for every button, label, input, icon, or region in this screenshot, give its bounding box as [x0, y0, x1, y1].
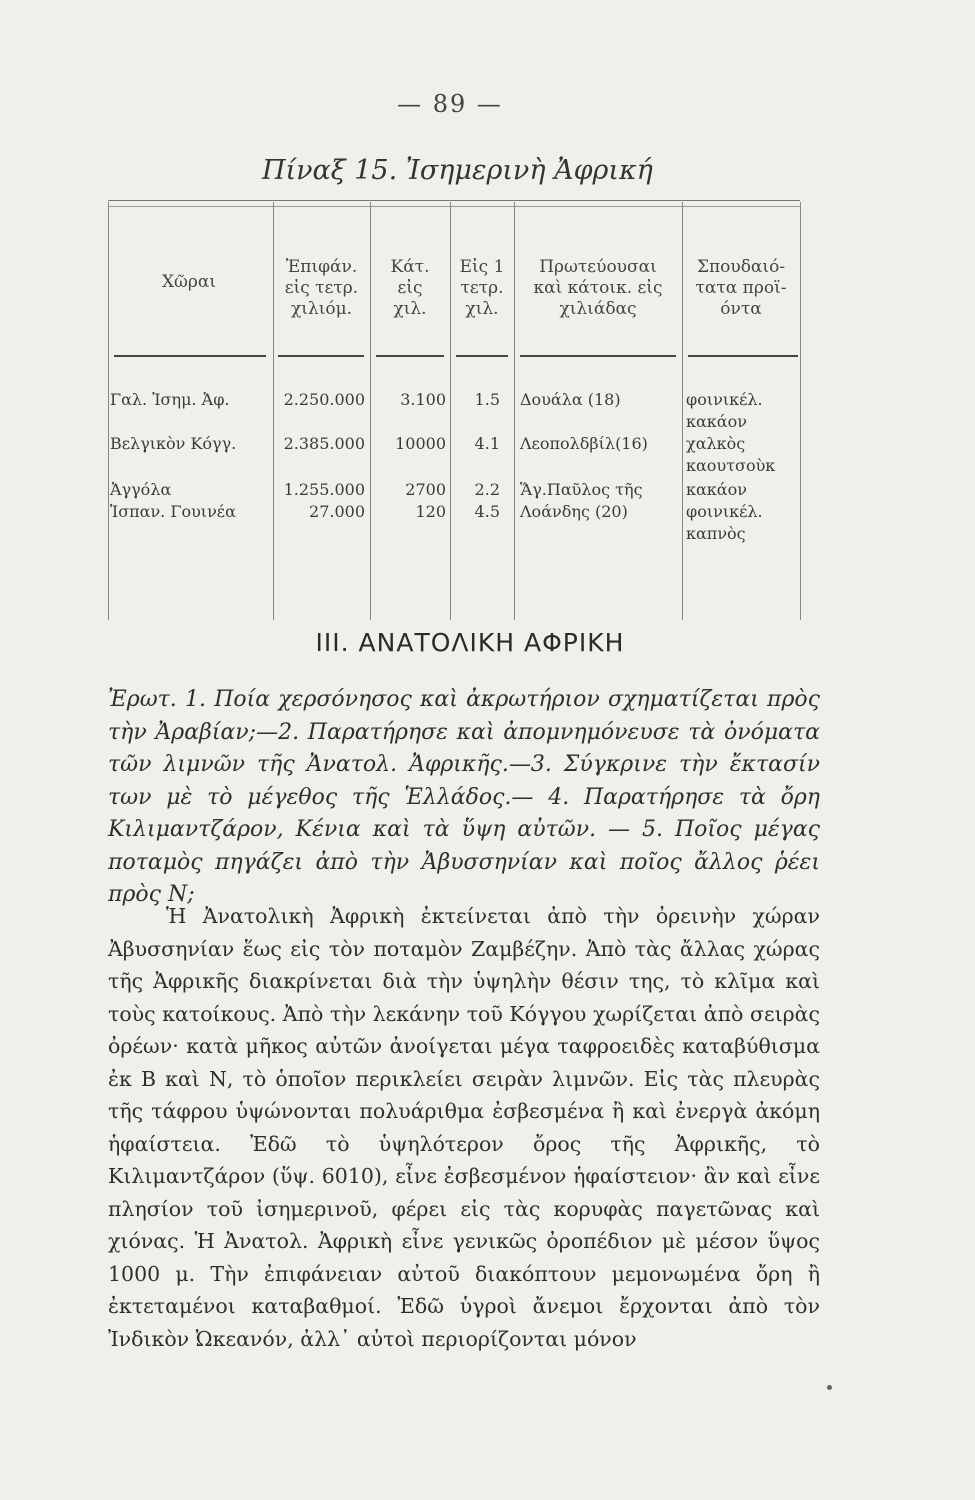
table-cell-product: καουτσοὺκ	[686, 456, 776, 475]
header-line: όντα	[720, 299, 762, 319]
table-cell-density: 2.2	[474, 480, 500, 499]
header-density	[450, 257, 514, 320]
table-cell-capital: Ἅγ.Παῦλος τῆς	[520, 480, 643, 499]
data-table	[108, 200, 808, 620]
header-line: χιλιάδας	[559, 299, 637, 319]
header-line: τατα προϊ-	[695, 278, 787, 298]
header-rule	[456, 355, 508, 357]
column-divider	[800, 202, 801, 620]
table-cell-density: 4.5	[474, 502, 500, 521]
ink-speck	[827, 1385, 832, 1390]
header-rule	[376, 355, 444, 357]
table-cell-capital: Δουάλα (18)	[520, 390, 621, 409]
header-line: τετρ.	[460, 278, 504, 298]
header-area	[273, 257, 370, 320]
table-cell-country: Βελγικὸν Κόγγ.	[110, 434, 237, 453]
table-cell-country: Ἀγγόλα	[110, 480, 172, 499]
header-rule	[278, 355, 364, 357]
header-line: Εἰς 1	[459, 257, 505, 277]
section-heading: III. ΑΝΑΤΟΛΙΚΗ ΑΦΡΙΚΗ	[315, 628, 625, 657]
table-cell-country: Γαλ. Ἰσημ. Ἀφ.	[110, 390, 230, 409]
table-cell-product: κακάον	[686, 480, 747, 499]
table-cell-product: καπνὸς	[686, 524, 746, 543]
header-line: Πρωτεύουσαι	[539, 257, 657, 277]
table-cell-population: 3.100	[400, 390, 446, 409]
column-divider	[108, 202, 109, 620]
table-cell-population: 120	[415, 502, 446, 521]
table-cell-capital: Λεοπολδβίλ(16)	[520, 434, 648, 453]
table-cell-product: φοινικέλ.	[686, 390, 763, 409]
table-cell-area: 2.385.000	[283, 434, 365, 453]
header-line: Κάτ.	[390, 257, 430, 277]
table-cell-area: 1.255.000	[283, 480, 365, 499]
page-number: — 89 —	[397, 90, 503, 118]
table-top-rule	[108, 200, 800, 201]
header-rule	[688, 355, 798, 357]
table-cell-population: 2700	[405, 480, 446, 499]
table-top-rule-2	[108, 206, 800, 207]
table-cell-area: 2.250.000	[283, 390, 365, 409]
header-rule	[114, 355, 266, 357]
header-line: Ἐπιφάν.	[285, 257, 358, 277]
header-line: χιλιόμ.	[290, 299, 353, 319]
header-line: εἰς τετρ.	[284, 278, 359, 298]
table-cell-product: χαλκὸς	[686, 434, 746, 453]
header-rule	[520, 355, 676, 357]
table-cell-population: 10000	[395, 434, 446, 453]
header-products	[682, 257, 800, 320]
header-line: Χῶραι	[161, 272, 217, 292]
table-cell-product: κακάον	[686, 412, 747, 431]
table-cell-area: 27.000	[309, 502, 365, 521]
body-paragraph: Ἡ Ἀνατολικὴ Ἀφρικὴ ἐκτείνεται ἀπὸ τὴν ὀρεινὴν χώραν Ἀβυσσηνίαν ἕως εἰς τὸν ποταμὸν Ζαμβέζην. Ἀπὸ τὰς ἄλλας χώρας τῆς Ἀφρικῆς διακρίνεται διὰ τὴν ὑψηλὴν θέσιν της, τὸ κλῖμα καὶ τοὺς κατοίκους. Ἀπὸ τὴν λεκάνην τοῦ Κόγγου χωρίζεται ἀπὸ σειρὰς ὀρέων· κατὰ μῆκος αὐτῶν ἀνοίγεται μέγα ταφροειδὲς καταβύθισμα ἐκ Β καὶ Ν, τὸ ὁποῖον περικλείει σειρὰν λιμνῶν. Εἰς τὰς πλευρὰς τῆς τάφρου ὑψώνονται πολυάριθμα ἐσβεσμένα ἢ καὶ ἐνεργὰ ἀκόμη ἡφαίστεια. Ἐδῶ τὸ ὑψηλότερον ὄρος τῆς Ἀφρικῆς, τὸ Κιλιμαντζάρον (ὕψ. 6010), εἶνε ἐσβεσμένον ἡφαίστειον· ἂν καὶ εἶνε πλησίον τοῦ ἰσημερινοῦ, φέρει εἰς τὰς κορυφὰς παγετῶνας καὶ χιόνας. Ἡ Ἀνατολ. Ἀφρικὴ εἶνε γενικῶς ὀροπέδιον μὲ μέσον ὕψος 1000 μ. Τὴν ἐπιφάνειαν αὐτοῦ διακόπτουν μεμονωμένα ὄρη ἢ ἐκτεταμένοι καταβαθμοί. Ἐδῶ ὑγροὶ ἄνεμοι ἔρχονται ἀπὸ τὸν Ἰνδικὸν Ὠκεανόν, ἀλλ᾿ αὐτοὶ περιορίζονται μόνον	[108, 904, 820, 1351]
table-cell-product: φοινικέλ.	[686, 502, 763, 521]
header-line: χιλ.	[465, 299, 499, 319]
header-capitals	[514, 257, 682, 320]
table-cell-capital: Λοάνδης (20)	[520, 502, 628, 521]
header-countries	[108, 272, 270, 293]
header-population	[370, 257, 450, 320]
header-line: καὶ κάτοικ. εἰς	[533, 278, 663, 298]
table-title: Πίναξ 15. Ἰσημερινὴ Ἀφρική	[262, 155, 653, 186]
table-cell-density: 4.1	[474, 434, 500, 453]
header-line: χιλ.	[393, 299, 427, 319]
table-cell-density: 1.5	[474, 390, 500, 409]
header-line: εἰς	[397, 278, 423, 298]
table-cell-country: Ἱσπαν. Γουινέα	[110, 502, 236, 521]
header-line: Σπουδαιό-	[696, 257, 786, 277]
questions-paragraph: Ἐρωτ. 1. Ποία χερσόνησος καὶ ἀκρωτήριον σχηματίζεται πρὸς τὴν Ἀραβίαν;—2. Παρατήρησε καὶ ἀπομνημόνευσε τὰ ὀνόματα τῶν λιμνῶν τῆς Ἀνατολ. Ἀφρικῆς.—3. Σύγκρινε τὴν ἔκτασίν των μὲ τὸ μέγεθος τῆς Ἑλλάδος.— 4. Παρατήρησε τὰ ὄρη Κιλιμαντζάρον, Κένια καὶ τὰ ὕψη αὐτῶν. — 5. Ποῖος μέγας ποταμὸς πηγάζει ἀπὸ τὴν Ἀβυσσηνίαν καὶ ποῖος ἄλλος ῥέει πρὸς Ν;	[108, 687, 820, 907]
